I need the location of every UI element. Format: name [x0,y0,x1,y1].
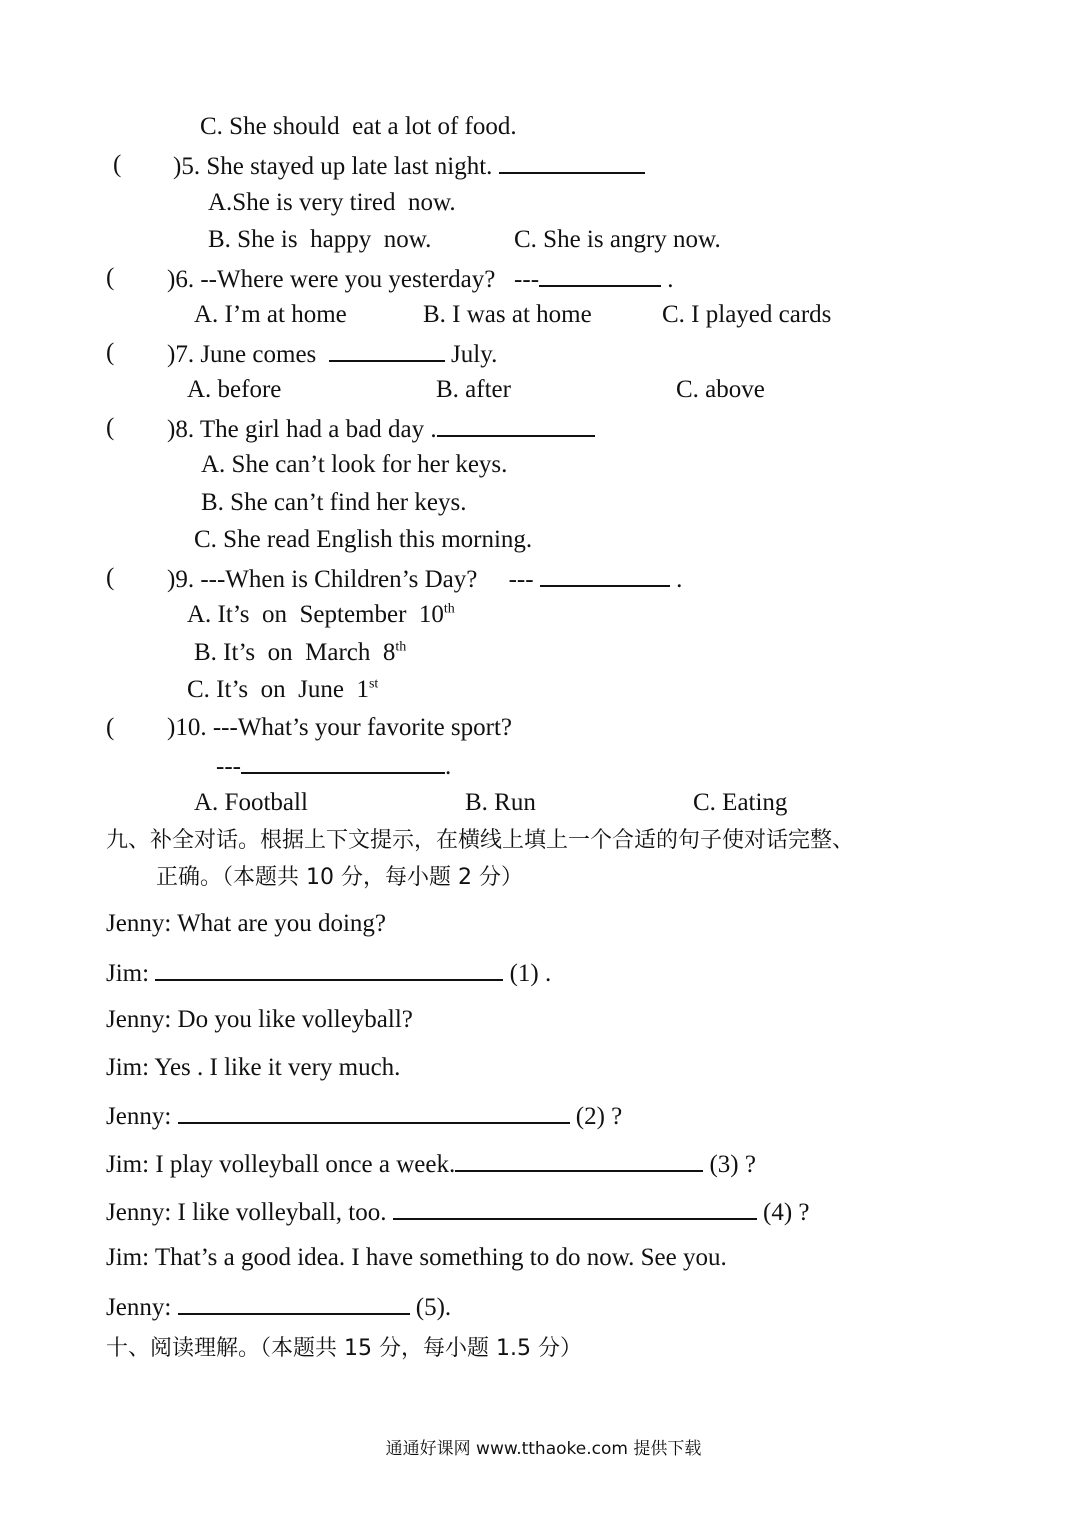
q7-option-b: B. after [436,376,511,403]
dialogue-blank-1[interactable] [155,957,503,981]
section9-title-line1: 九、补全对话。根据上下文提示，在横线上填上一个合适的句子使对话完整、 [106,828,855,853]
dialogue-blank-2[interactable] [178,1100,570,1124]
q4-option-c: C. She should eat a lot of food. [200,113,517,140]
dialogue-blank-3[interactable] [455,1148,703,1172]
dialogue-line-7: Jenny: I like volleyball, too. (4) ? [106,1196,810,1228]
q6-stem: )6. --Where were you yesterday? --- . [167,263,674,295]
q8-answer-blank[interactable] [437,413,595,437]
q6-paren: ( [106,264,115,291]
q9-paren: ( [106,564,115,591]
dialogue-blank-5[interactable] [178,1291,410,1315]
q5-paren: ( [113,151,122,178]
q7-answer-blank[interactable] [329,338,445,362]
q7-stem: )7. June comes July. [167,338,497,370]
q5-option-b: B. She is happy now. [208,226,432,253]
q10-option-c: C. Eating [693,789,788,816]
q9-option-c: C. It’s on June 1st [187,676,379,703]
q5-option-c: C. She is angry now. [514,226,721,253]
q9-option-a: A. It’s on September 10th [187,601,455,628]
q6-option-b: B. I was at home [423,301,592,328]
q8-paren: ( [106,414,115,441]
q9-stem: )9. ---When is Children’s Day? --- . [167,563,682,595]
dialogue-line-3: Jenny: Do you like volleyball? [106,1006,413,1033]
page-footer: 通通好课网 www.tthaoke.com 提供下载 [385,1439,702,1459]
dialogue-line-6: Jim: I play volleyball once a week. (3) ? [106,1148,756,1180]
q6-answer-blank[interactable] [539,263,661,287]
q5-stem: )5. She stayed up late last night. [173,150,645,182]
dialogue-line-9: Jenny: (5). [106,1291,451,1323]
q9-option-b: B. It’s on March 8th [194,639,407,666]
q8-option-b: B. She can’t find her keys. [201,489,467,516]
q7-paren: ( [106,339,115,366]
q9-answer-blank[interactable] [540,563,670,587]
q10-paren: ( [106,714,115,741]
q7-option-c: C. above [676,376,765,403]
dialogue-line-1: Jenny: What are you doing? [106,910,387,937]
q10-option-a: A. Football [194,789,308,816]
q10-answer-blank[interactable] [241,750,445,774]
q5-answer-blank[interactable] [499,150,645,174]
section9-title-line2: 正确。（本题共 10 分，每小题 2 分） [156,865,523,890]
dialogue-line-5: Jenny: (2) ? [106,1100,622,1132]
section10-title: 十、阅读理解。（本题共 15 分，每小题 1.5 分） [106,1336,582,1361]
q8-stem: )8. The girl had a bad day . [167,413,595,445]
q7-option-a: A. before [187,376,282,403]
q6-option-a: A. I’m at home [194,301,347,328]
q8-option-c: C. She read English this morning. [194,526,533,553]
q5-option-a: A.She is very tired now. [208,189,456,216]
q10-stem: )10. ---What’s your favorite sport? [167,714,513,741]
q6-option-c: C. I played cards [662,301,832,328]
dialogue-line-4: Jim: Yes . I like it very much. [106,1054,401,1081]
q10-answer: --- . [216,750,451,782]
q10-option-b: B. Run [465,789,536,816]
q8-option-a: A. She can’t look for her keys. [201,451,508,478]
dialogue-line-8: Jim: That’s a good idea. I have something to do now. See you. [106,1244,727,1271]
dialogue-line-2: Jim: (1) . [106,957,551,989]
dialogue-blank-4[interactable] [393,1196,757,1220]
